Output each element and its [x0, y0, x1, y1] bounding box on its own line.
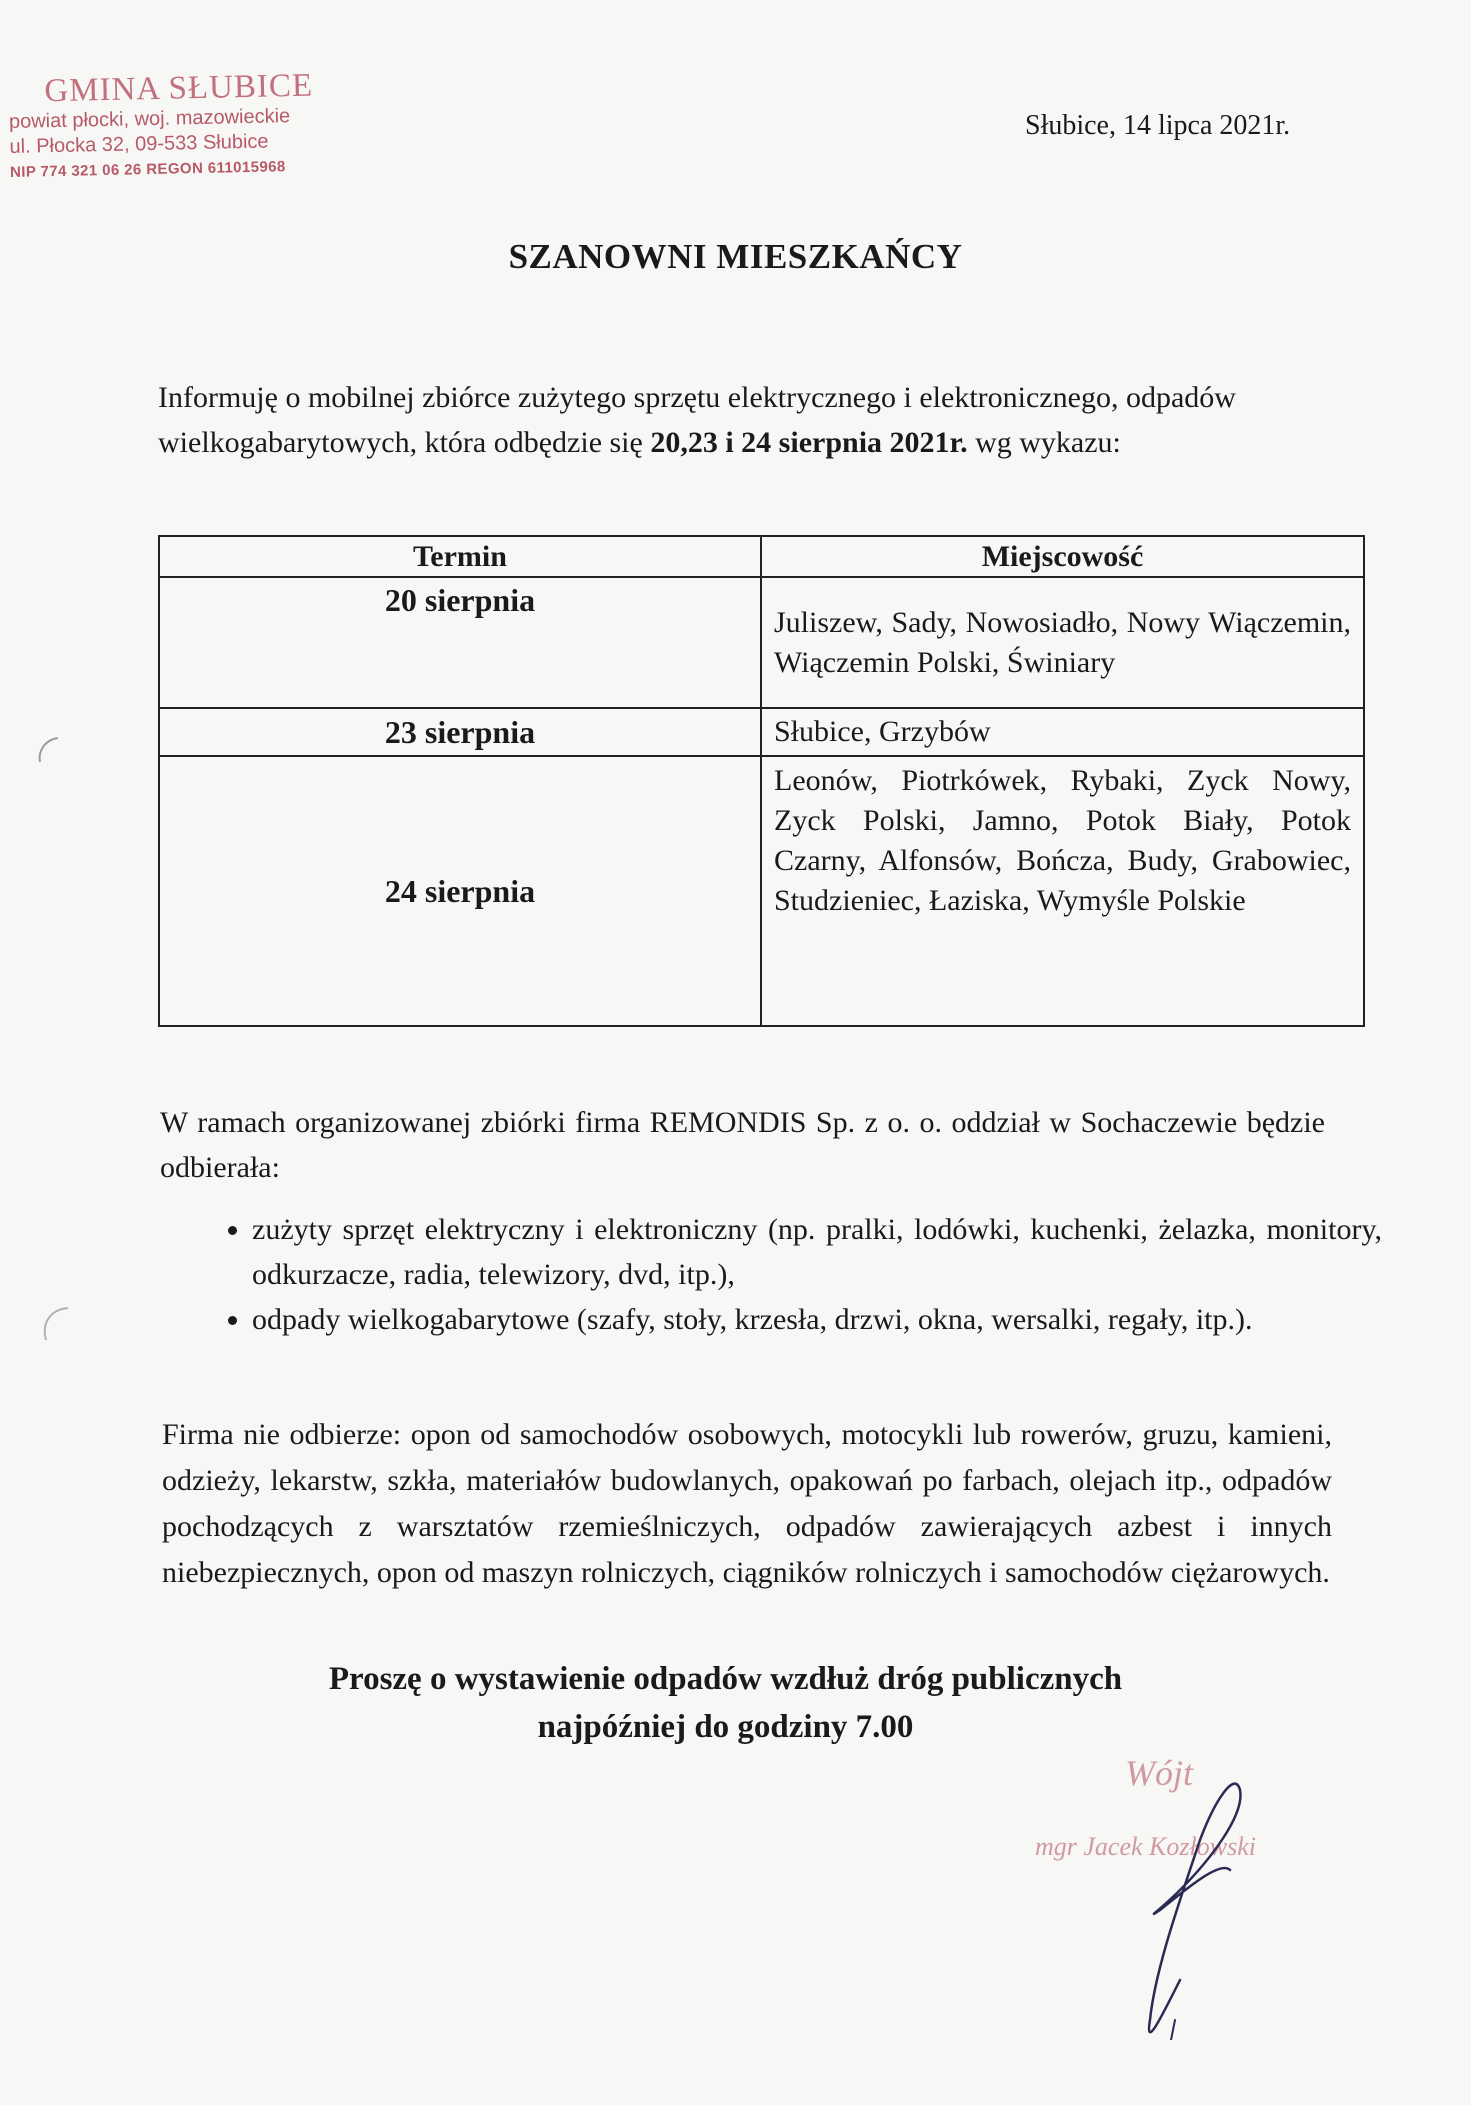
row-term: 24 sierpnia — [159, 756, 761, 1026]
row-term: 20 sierpnia — [159, 577, 761, 708]
municipality-stamp — [8, 66, 370, 185]
row-places: Słubice, Grzybów — [761, 708, 1364, 756]
list-item: • odpady wielkogabarytowe (szafy, stoły, krzesła, drzwi, okna, wersalki, regały, itp.). — [252, 1297, 1382, 1342]
handwritten-signature — [1060, 1720, 1260, 2040]
list-item: • zużyty sprzęt elektryczny i elektroniczny (np. pralki, lodówki, kuchenki, żelazka, monitory, odkurzacze, radia, telewizory, dvd, itp.), — [252, 1207, 1382, 1297]
closing-line-1: Proszę o wystawienie odpadów wzdłuż dróg publicznych — [328, 1661, 1123, 1697]
row-places: Juliszew, Sady, Nowosiadło, Nowy Wiączemin, Wiączemin Polski, Świniary — [761, 577, 1364, 708]
table-row — [159, 756, 1364, 1026]
stamp-line-3: NIP 774 321 06 26 REGON 611015968 — [9, 158, 286, 181]
excluded-items-paragraph: Firma nie odbierze: opon od samochodów osobowych, motocykli lub rowerów, gruzu, kamieni, odzieży, lekarstw, szkła, materiałów budowlanych, opakowań po farbach, olejach itp., odpadów pochodzących z warsztatów rzemieślniczych, odpadów zawierających azbest i innych niebezpiecznych, opon od maszyn rolniczych, ciągników rolniczych i samochodów ciężarowych. — [162, 1418, 1332, 1589]
intro-dates: 20,23 i 24 sierpnia 2021r. — [650, 426, 968, 459]
row-term: 23 sierpnia — [159, 708, 761, 756]
stamp-line-1: powiat płocki, woj. mazowieckie — [8, 105, 291, 133]
closing-line-2: najpóźniej do godziny 7.00 — [537, 1709, 914, 1745]
table-header-row — [159, 536, 1364, 577]
stamp-name: GMINA SŁUBICE — [43, 67, 314, 110]
signature-name: mgr Jacek Kozłowski — [1035, 1832, 1256, 1861]
document-date: Słubice, 14 lipca 2021r. — [1025, 110, 1291, 141]
row-places: Leonów, Piotrkówek, Rybaki, Zyck Nowy, Zyck Polski, Jamno, Potok Biały, Potok Czarny, Alfonsów, Bończa, Budy, Grabowiec, Studzieniec, Łaziska, Wymyśle Polskie — [761, 756, 1364, 1026]
table-row — [159, 577, 1364, 708]
table-row — [159, 708, 1364, 756]
intro-text-2: wg wykazu: — [967, 426, 1121, 459]
accepted-items-list — [200, 1207, 1382, 1342]
header-term: Termin — [159, 536, 761, 577]
signature-title: Wójt — [1125, 1753, 1193, 1793]
contractor-paragraph: W ramach organizowanej zbiórki firma REMONDIS Sp. z o. o. oddział w Sochaczewie będzie odbierała: — [160, 1106, 1325, 1184]
stamp-line-2: ul. Płocka 32, 09-533 Słubice — [9, 130, 269, 158]
header-place: Miejscowość — [761, 536, 1364, 577]
collection-schedule-table — [158, 535, 1365, 1027]
document-heading: SZANOWNI MIESZKAŃCY — [508, 237, 963, 276]
intro-text-1: Informuję o mobilnej zbiórce zużytego sprzętu elektrycznego i elektronicznego, odpadów wielkogabarytowych, która odbędzie się — [158, 381, 1236, 459]
intro-paragraph — [158, 375, 1333, 465]
